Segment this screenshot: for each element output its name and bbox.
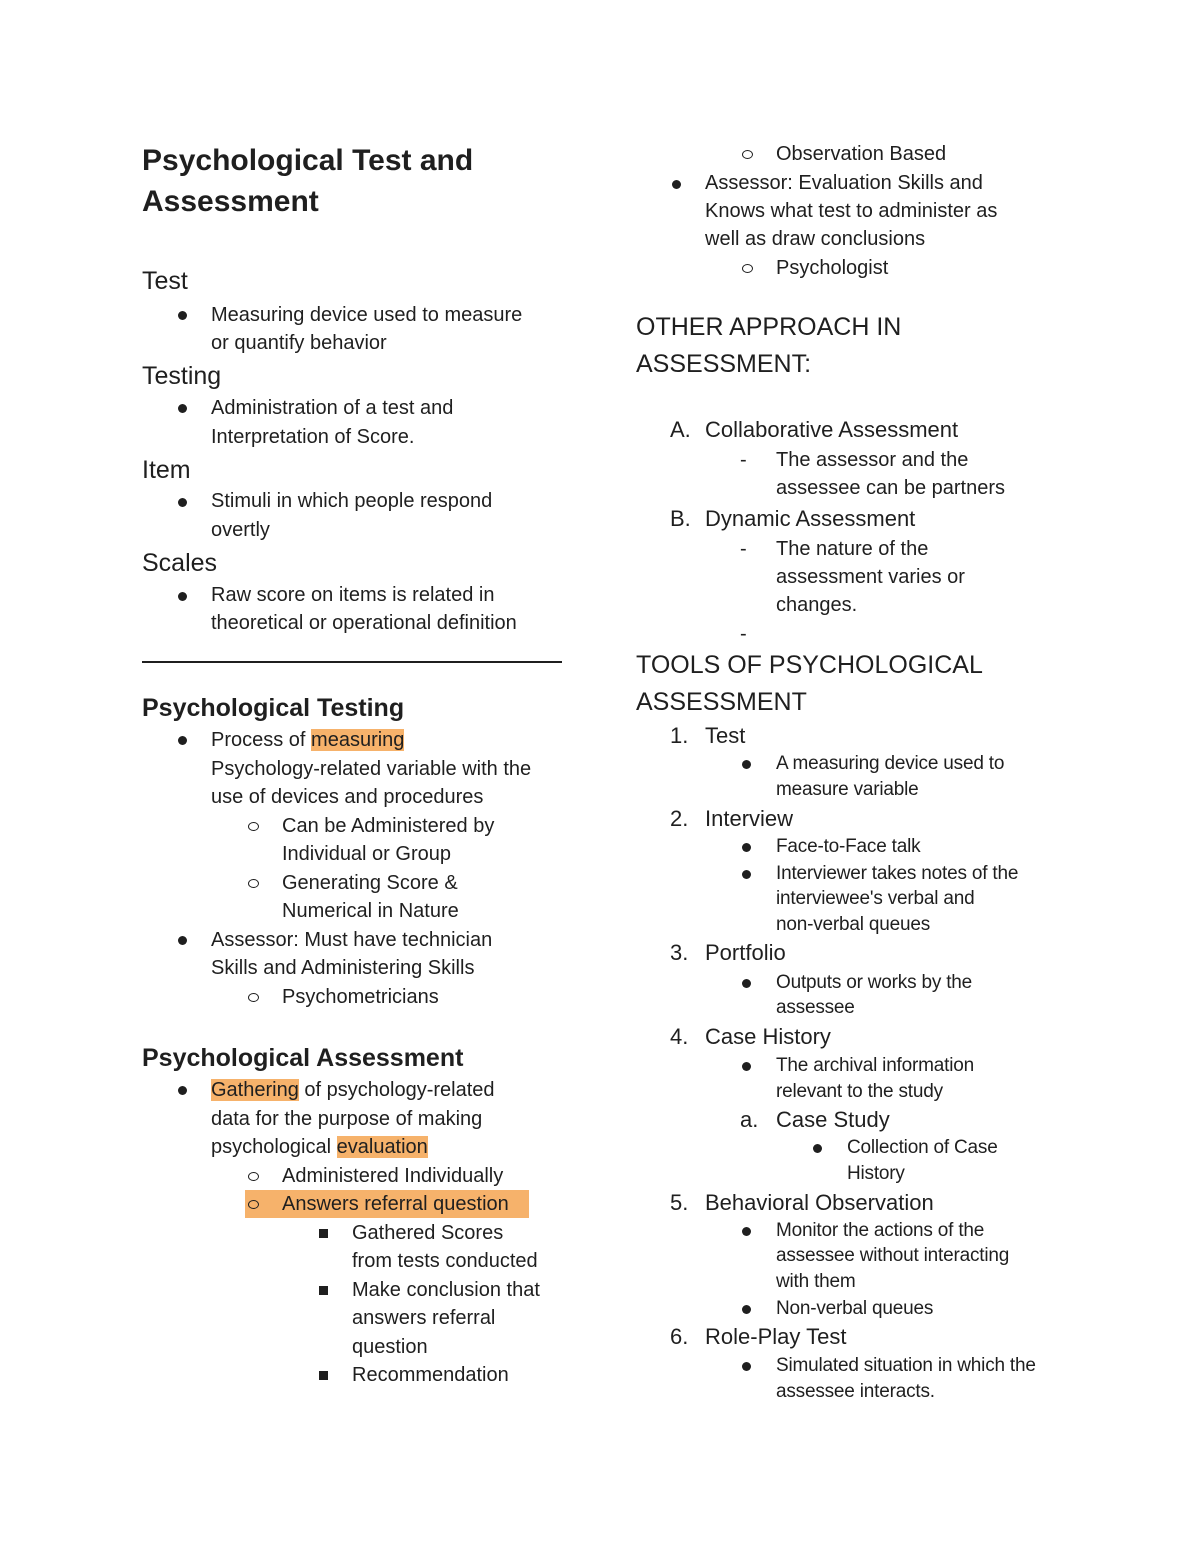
sub-bullet-text: Answers referral question [282, 1193, 509, 1215]
highlight-gathering: Gathering [211, 1079, 299, 1101]
list-marker: 5. [670, 1190, 689, 1215]
bullet-text: Monitor the actions of the [776, 1220, 985, 1241]
bullet-text: Knows what test to administer as [705, 200, 998, 222]
dash-marker: - [740, 623, 747, 645]
bullet-circle-icon [248, 879, 259, 888]
bullet-text: non-verbal queues [776, 914, 930, 935]
bullet-disc-icon [742, 1227, 751, 1236]
bullet-text [211, 1076, 495, 1105]
bullet-text: well as draw conclusions [705, 228, 926, 250]
divider-line [142, 661, 562, 663]
bullet-text: relevant to the study [776, 1081, 943, 1102]
highlight-evaluation: evaluation [336, 1136, 428, 1158]
bullet-text: Assessor: Evaluation Skills and [705, 172, 983, 194]
definition-text: Stimuli in which people respond [211, 490, 493, 512]
bullet-circle-icon [248, 1200, 259, 1209]
bullet-disc-icon [742, 870, 751, 879]
list-marker: 6. [670, 1324, 689, 1349]
bullet-text: with them [776, 1271, 856, 1292]
bullet-text: History [847, 1163, 905, 1184]
bullet-text: data for the purpose of making [211, 1108, 483, 1130]
bullet-text: The archival information [776, 1055, 974, 1076]
list-marker: 3. [670, 940, 689, 965]
bullet-text: Non-verbal queues [776, 1298, 934, 1319]
term-heading: Testing [142, 362, 222, 390]
bullet-text [211, 1133, 428, 1162]
list-item-label: Role-Play Test [705, 1324, 847, 1349]
bullet-text: Assessor: Must have technician [211, 929, 493, 951]
bullet-circle-icon [248, 1172, 259, 1181]
dash-marker: - [740, 538, 747, 560]
sub-sub-bullet-text: Gathered Scores [352, 1222, 504, 1244]
dash-marker: - [740, 449, 747, 471]
bullet-text: interviewee's verbal and [776, 888, 975, 909]
section-heading: Psychological Assessment [142, 1044, 464, 1072]
bullet-disc-icon [178, 311, 187, 320]
bullet-text: Interviewer takes notes of the [776, 863, 1019, 884]
definition-text: Measuring device used to measure [211, 304, 523, 326]
bullet-disc-icon [178, 736, 187, 745]
list-marker: B. [670, 506, 691, 531]
sub-bullet-text: Administered Individually [282, 1165, 504, 1187]
sub-item-text: changes. [776, 594, 858, 616]
bullet-text: Face-to-Face talk [776, 836, 921, 857]
sub-item-text: The nature of the [776, 538, 929, 560]
bullet-disc-icon [742, 1062, 751, 1071]
definition-text: theoretical or operational definition [211, 612, 517, 634]
bullet-disc-icon [178, 1086, 187, 1095]
list-item-label: Case Study [776, 1107, 890, 1132]
sub-bullet-text: Individual or Group [282, 843, 451, 865]
bullet-square-icon [319, 1371, 328, 1380]
bullet-text: assessee without interacting [776, 1245, 1010, 1266]
bullet-circle-icon [248, 822, 259, 831]
bullet-square-icon [319, 1286, 328, 1295]
highlight-measuring: measuring [311, 729, 405, 751]
sub-bullet-text: Psychometricians [282, 986, 439, 1008]
bullet-text: Outputs or works by the [776, 972, 973, 993]
sub-bullet-text: Generating Score & [282, 872, 458, 894]
term-heading: Item [142, 456, 191, 484]
definition-text: Interpretation of Score. [211, 426, 415, 448]
section-heading: ASSESSMENT [636, 688, 807, 716]
sub-sub-bullet-text: Recommendation [352, 1364, 509, 1386]
page-title-line2: Assessment [142, 185, 319, 218]
list-marker: A. [670, 417, 691, 442]
list-marker: a. [740, 1107, 759, 1132]
sub-sub-bullet-text: Make conclusion that [352, 1279, 540, 1301]
list-item-label: Dynamic Assessment [705, 506, 916, 531]
term-heading: Scales [142, 549, 218, 577]
bullet-disc-icon [742, 1362, 751, 1371]
definition-text: Administration of a test and [211, 397, 454, 419]
bullet-disc-icon [742, 979, 751, 988]
sub-item-text: assessee can be partners [776, 477, 1006, 499]
bullet-circle-icon [248, 993, 259, 1002]
definition-text: Raw score on items is related in [211, 584, 495, 606]
bullet-disc-icon [742, 843, 751, 852]
list-item-label: Behavioral Observation [705, 1190, 934, 1215]
definition-text: or quantify behavior [211, 332, 387, 354]
list-marker: 4. [670, 1024, 689, 1049]
bullet-text: use of devices and procedures [211, 786, 484, 808]
sub-item-text: assessment varies or [776, 566, 965, 588]
bullet-text: Skills and Administering Skills [211, 957, 475, 979]
bullet-text: measure variable [776, 779, 919, 800]
list-item-label: Interview [705, 806, 794, 831]
bullet-text [211, 726, 404, 755]
list-item-label: Collaborative Assessment [705, 417, 959, 442]
sub-bullet-text: Observation Based [776, 143, 947, 165]
bullet-text: Simulated situation in which the [776, 1355, 1036, 1376]
bullet-text: Psychology-related variable with the [211, 758, 532, 780]
bullet-square-icon [319, 1229, 328, 1238]
sub-bullet-text: Numerical in Nature [282, 900, 459, 922]
text-fragment: of psychology-related [298, 1079, 495, 1101]
bullet-text: assessee [776, 997, 855, 1018]
section-heading: OTHER APPROACH IN [636, 313, 902, 341]
bullet-text: A measuring device used to [776, 753, 1005, 774]
bullet-disc-icon [813, 1144, 822, 1153]
term-heading: Test [142, 267, 188, 295]
bullet-text: assessee interacts. [776, 1381, 935, 1402]
list-marker: 1. [670, 723, 689, 748]
list-item-label: Case History [705, 1024, 831, 1049]
bullet-disc-icon [178, 498, 187, 507]
sub-sub-bullet-text: from tests conducted [352, 1250, 538, 1272]
definition-text: overtly [211, 519, 270, 541]
list-item-label: Test [705, 723, 746, 748]
bullet-circle-icon [742, 264, 753, 273]
bullet-disc-icon [178, 404, 187, 413]
section-heading: Psychological Testing [142, 694, 405, 722]
bullet-disc-icon [672, 180, 681, 189]
list-item-label: Portfolio [705, 940, 786, 965]
sub-item-text: The assessor and the [776, 449, 969, 471]
sub-sub-bullet-text: answers referral [352, 1307, 496, 1329]
text-fragment: psychological [211, 1136, 337, 1158]
text-fragment: Process of [211, 729, 312, 751]
bullet-disc-icon [178, 592, 187, 601]
section-heading: ASSESSMENT: [636, 350, 812, 378]
sub-sub-bullet-text: question [352, 1336, 428, 1358]
section-heading: TOOLS OF PSYCHOLOGICAL [636, 651, 983, 679]
bullet-text: Collection of Case [847, 1137, 998, 1158]
bullet-disc-icon [742, 760, 751, 769]
bullet-circle-icon [742, 150, 753, 159]
page-title-line1: Psychological Test and [142, 144, 474, 177]
sub-bullet-text: Can be Administered by [282, 815, 495, 837]
list-marker: 2. [670, 806, 689, 831]
bullet-disc-icon [742, 1305, 751, 1314]
bullet-disc-icon [178, 936, 187, 945]
sub-bullet-text: Psychologist [776, 257, 889, 279]
